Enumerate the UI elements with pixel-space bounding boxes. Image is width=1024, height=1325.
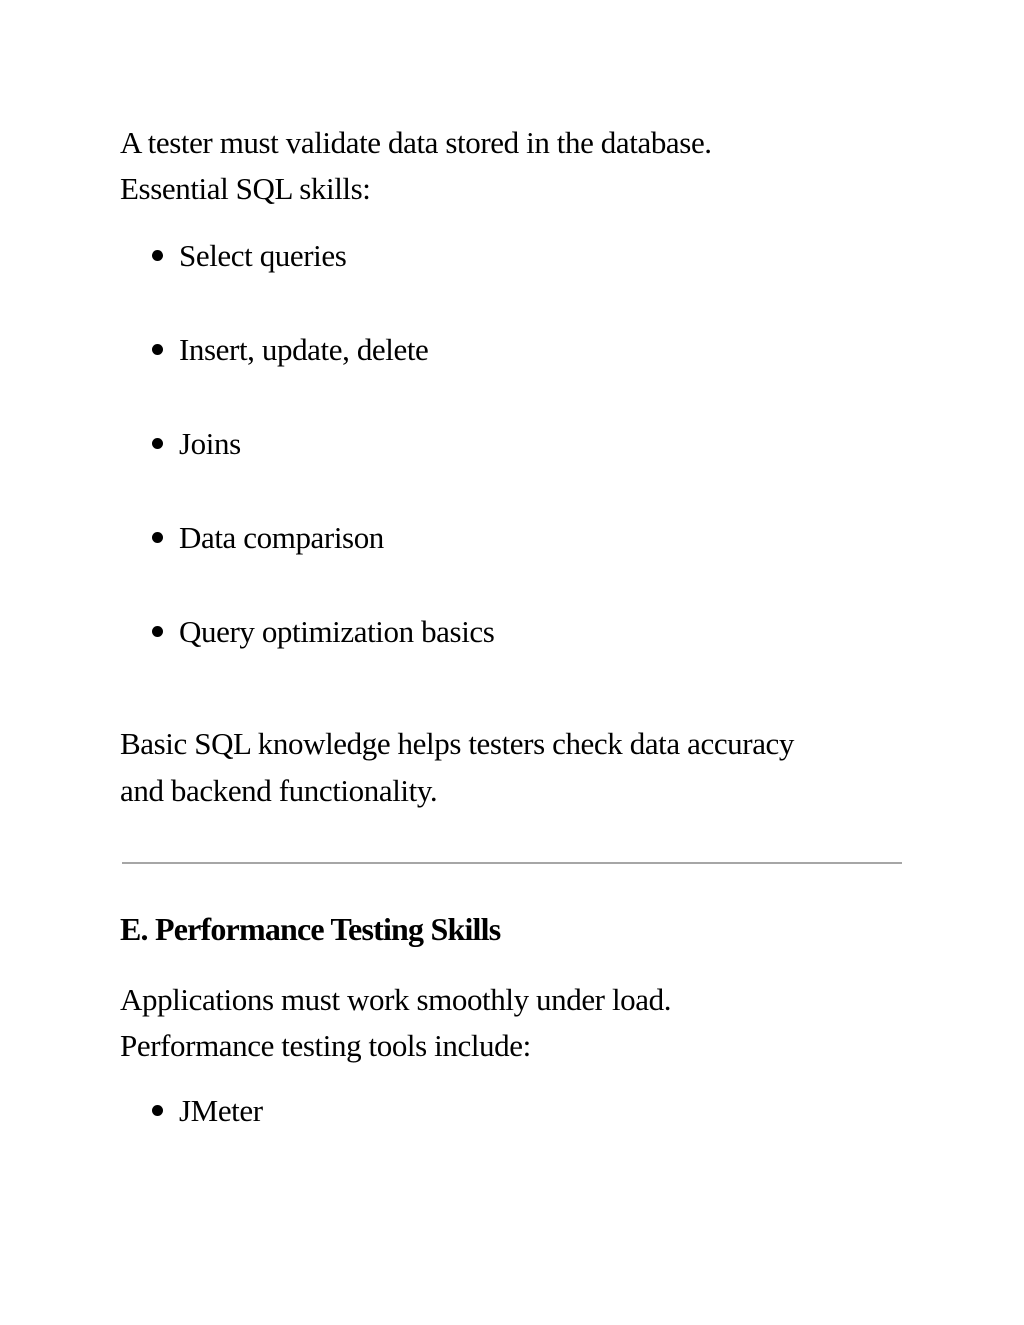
sql-summary-line-2: and backend functionality.: [120, 773, 438, 808]
list-item: [179, 327, 904, 373]
list-item-label: Joins: [179, 426, 241, 461]
bullet-icon: [152, 438, 163, 449]
performance-tools-list: [120, 1088, 904, 1134]
bullet-icon: [152, 250, 163, 261]
sql-intro-line-1: A tester must validate data stored in the database.: [120, 125, 712, 160]
paragraph-sql-intro: [120, 120, 904, 212]
list-item: [179, 609, 904, 655]
paragraph-performance-intro: [120, 977, 904, 1069]
bullet-icon: [152, 532, 163, 543]
bullet-icon: [152, 1105, 163, 1116]
section-divider: [122, 862, 902, 864]
list-item-label: Data comparison: [179, 520, 384, 555]
performance-intro-line-1: Applications must work smoothly under load.: [120, 982, 672, 1017]
sql-intro-line-2: Essential SQL skills:: [120, 171, 371, 206]
list-item: [179, 421, 904, 467]
list-item-label: JMeter: [179, 1093, 263, 1128]
list-item: [179, 1088, 904, 1134]
performance-intro-line-2: Performance testing tools include:: [120, 1028, 531, 1063]
paragraph-sql-summary: [120, 720, 904, 814]
bullet-icon: [152, 626, 163, 637]
sql-summary-line-1: Basic SQL knowledge helps testers check data accuracy: [120, 726, 795, 761]
list-item: [179, 233, 904, 279]
list-item-label: Query optimization basics: [179, 614, 495, 649]
sql-skills-list: [120, 233, 904, 655]
list-item: [179, 515, 904, 561]
list-item-label: Select queries: [179, 238, 347, 273]
bullet-icon: [152, 344, 163, 355]
list-item-label: Insert, update, delete: [179, 332, 429, 367]
section-heading: E. Performance Testing Skills: [120, 911, 501, 947]
